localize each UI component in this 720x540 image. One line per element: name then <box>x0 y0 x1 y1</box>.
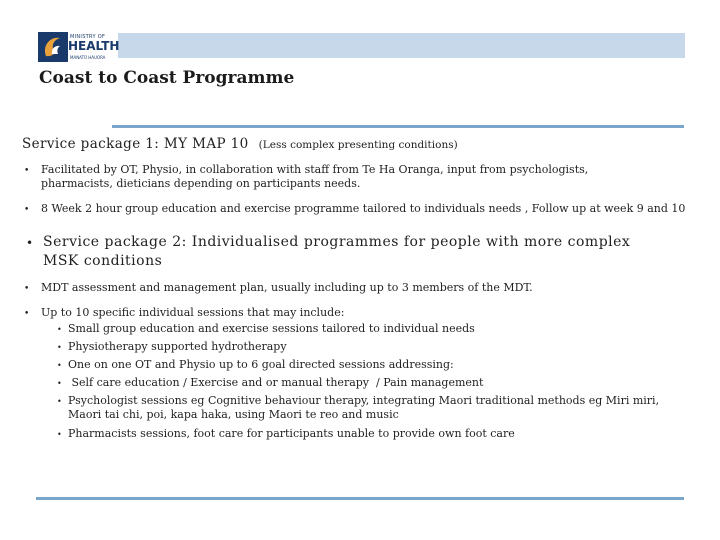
sub-bullet-dot: • <box>57 379 62 388</box>
package2-sub-3: One on one OT and Physio up to 6 goal directed sessions addressing: <box>68 358 454 371</box>
package2-sub-1: Small group education and exercise sessions tailored to individual needs <box>68 322 475 335</box>
package1-bullet-1: Facilitated by OT, Physio, in collaboration with staff from Te Ha Oranga, input from psychologists, pharmacists, dieticians depending on participants needs. <box>41 163 589 190</box>
bullet-dot: • <box>26 236 34 250</box>
package1-note: (Less complex presenting conditions) <box>258 139 458 151</box>
package2-sub-5: Psychologist sessions eg Cognitive behaviour therapy, integrating Maori traditional methods eg Miri miri, Maori tai chi, poi, kapa haka, using Maori te reo and music <box>68 394 660 421</box>
header-bar <box>118 33 685 58</box>
bullet-dot: • <box>24 284 30 294</box>
bullet-dot: • <box>24 166 30 176</box>
package2-bullet-2: Up to 10 specific individual sessions that may include: <box>41 306 345 319</box>
logo-line-2: HEALTH <box>68 39 120 53</box>
sub-bullet-dot: • <box>57 430 62 439</box>
sub-bullet-dot: • <box>57 397 62 406</box>
sub-bullet-dot: • <box>57 343 62 352</box>
sub-bullet-dot: • <box>57 361 62 370</box>
koru-logo-icon <box>38 32 68 62</box>
bullet-dot: • <box>24 205 30 215</box>
package2-sub-6: Pharmacists sessions, foot care for participants unable to provide own foot care <box>68 427 515 440</box>
ministry-logo <box>36 30 120 64</box>
top-divider <box>112 125 684 128</box>
package1-heading: Service package 1: MY MAP 10 <box>22 136 249 152</box>
package1-bullet-2: 8 Week 2 hour group education and exercise programme tailored to individuals needs , Follow up at week 9 and 10 <box>41 202 686 215</box>
package2-bullet-1: MDT assessment and management plan, usually including up to 3 members of the MDT. <box>41 281 533 294</box>
package2-sub-2: Physiotherapy supported hydrotherapy <box>68 340 287 353</box>
bullet-dot: • <box>24 309 30 319</box>
sub-bullet-dot: • <box>57 325 62 334</box>
logo-line-3: MANATŪ HAUORA <box>70 55 106 60</box>
package1-heading-row <box>22 136 458 152</box>
package2-heading: Service package 2: Individualised programmes for people with more complex MSK conditions <box>43 234 631 269</box>
logo-line-1: MINISTRY OF <box>70 34 106 40</box>
bottom-divider <box>36 497 684 500</box>
package2-sub-4: Self care education / Exercise and or manual therapy / Pain management <box>68 376 484 389</box>
page-title: Coast to Coast Programme <box>39 68 295 88</box>
